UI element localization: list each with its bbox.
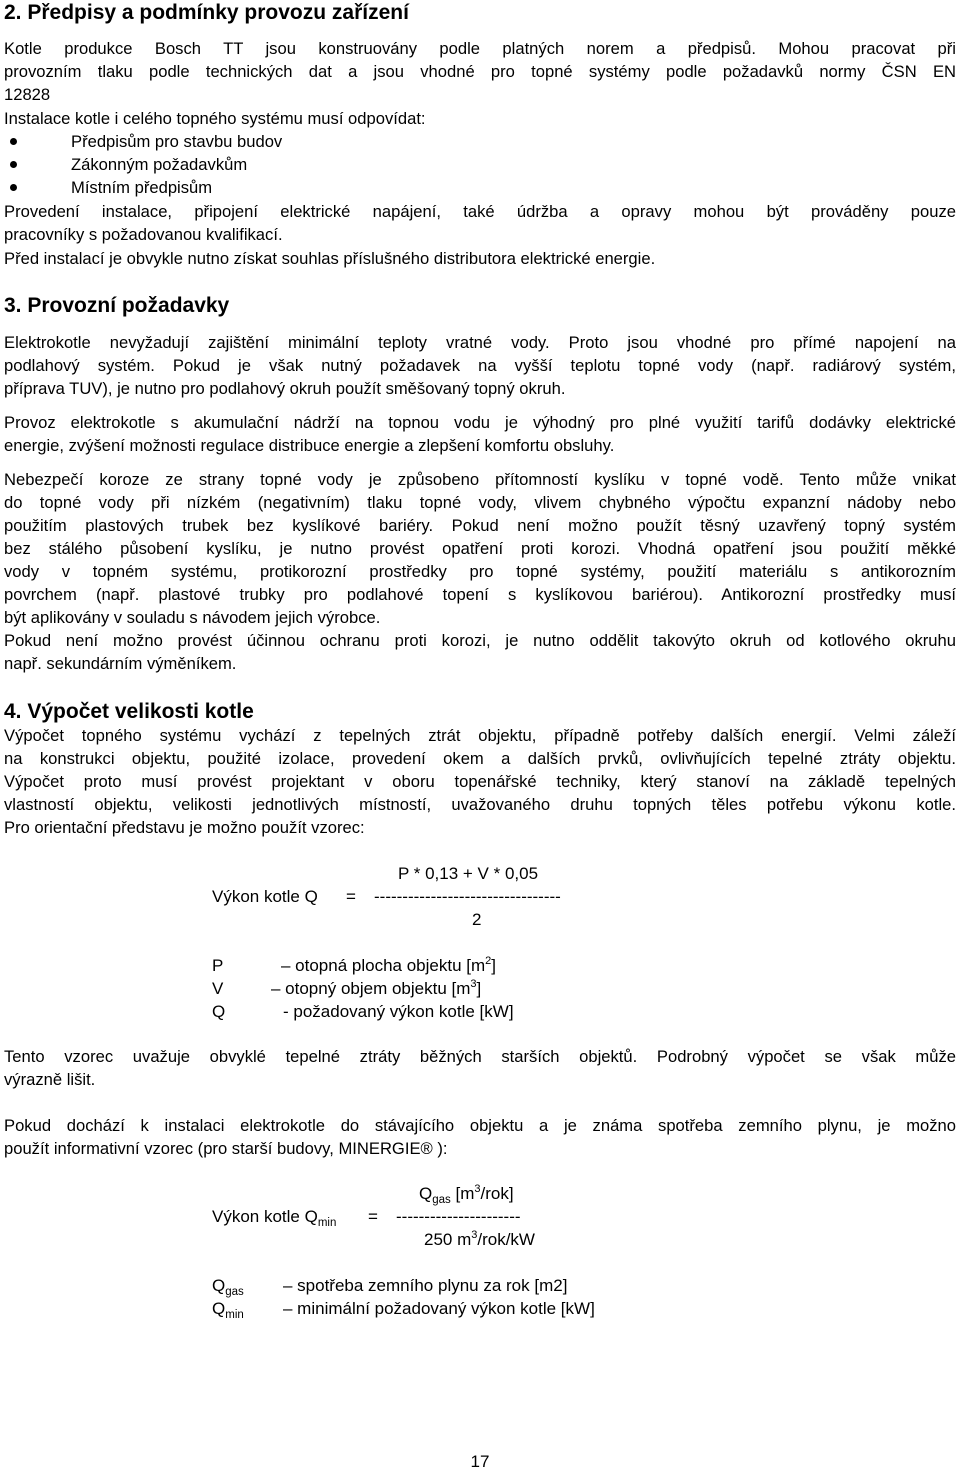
list-item: Předpisům pro stavbu budov (10, 130, 282, 153)
execution-paragraph (4, 200, 956, 246)
formula-equals: = (346, 887, 356, 906)
list-item: Místním předpisům (10, 176, 282, 199)
formula-label: Výkon kotle $Q_{min}$ (212, 1207, 337, 1229)
formula-fraction-line: ---------------------- (396, 1207, 521, 1226)
text-line: povrchem (např. plastové trubky pro podlahové topení s kyslíkovou bariérou). Antikorozní prostředky musí (4, 585, 956, 604)
text-line: Tento vzorec uvažuje obvyklé tepelné ztráty běžných starších objektů. Podrobný výpočet se však může (4, 1047, 956, 1066)
legend-symbol: $Q_{min}$ (212, 1299, 244, 1321)
section-3-heading: 3. Provozní požadavky (4, 294, 230, 317)
text-line: příprava TUV), je nutno pro podlahový okruh použít směšovaný topný okruh. (4, 379, 566, 398)
text-line: použitím plastových trubek bez kyslíkové bariéry. Pokud není možno použít těsný uzavřený topný systém (4, 516, 956, 535)
text-line: pracovníky s požadovanou kvalifikací. (4, 225, 283, 244)
text-line: podlahový systém. Pokud je však nutný požadavek na vyšší teplotu topné vody (např. radiárový systém, (4, 356, 956, 375)
text-line: Nebezpečí koroze ze strany topné vody je způsobeno přítomností kyslíku v topné vodě. Tento může vnikat (4, 470, 956, 489)
legend-description: – spotřeba zemního plynu za rok [m2] (283, 1276, 568, 1295)
text-line: Výpočet topného systému vychází z tepelných ztrát objektu, případně potřeby dalších energií. Velmi záleží (4, 726, 956, 745)
text-line: do topné vody při nízkém (negativním) tlaku topné vody, vlivem chybného výpočtu expanzní nádoby nebo (4, 493, 956, 512)
page-number: 17 (470, 1452, 490, 1471)
text-line: Kotle produkce Bosch TT jsou konstruovány podle platných norem a předpisů. Mohou pracovat při (4, 39, 956, 58)
text-line: Elektrokotle nevyžadují zajištění minimální teploty vratné vody. Proto jsou vhodné pro přímé napojení na (4, 333, 956, 352)
section-3-paragraph-4 (4, 629, 956, 675)
text-line: provozním tlaku podle technických dat a jsou vhodné pro topné systémy podle požadavků normy ČSN EN (4, 62, 956, 81)
formula-equals: = (368, 1207, 378, 1226)
section-3-paragraph-2 (4, 411, 956, 457)
section-2-intro (4, 37, 956, 106)
section-4-paragraph-1 (4, 724, 956, 816)
legend-symbol: P (212, 956, 224, 975)
text-line: být aplikovány v souladu s návodem jejich výrobce. (4, 608, 381, 627)
legend-symbol: $Q_{gas}$ (212, 1276, 244, 1298)
text-line: bez stálého působení kyslíku, je nutno provést opatření proti korozi. Vhodná opatření jsou použití měkké (4, 539, 956, 558)
text-line: Provoz elektrokotle s akumulační nádrží na topnou vodu je výhodný pro plné využití tarifů dodávky elektrické (4, 413, 956, 432)
formula-denominator: 250 $m^3/rok/kW$ (424, 1229, 535, 1249)
note-paragraph (4, 1045, 956, 1091)
legend-symbol: V (212, 979, 224, 998)
text-line: Pokud dochází k instalaci elektrokotle do stávajícího objektu a je známa spotřeba zemního plynu, je možno (4, 1116, 956, 1135)
text-line: výrazně lišit. (4, 1070, 96, 1089)
section-4-heading: 4. Výpočet velikosti kotle (4, 700, 254, 723)
formula-numerator: P * 0,13 + V * 0,05 (398, 864, 539, 883)
requirements-list (10, 130, 282, 199)
section-2-heading: 2. Předpisy a podmínky provozu zařízení (4, 1, 409, 24)
install-intro: Instalace kotle i celého topného systému musí odpovídat: (4, 109, 426, 128)
legend-symbol: Q (212, 1002, 226, 1021)
legend-description: – otopný objem objektu $[m^3]$ (271, 978, 482, 998)
text-line: 12828 (4, 85, 51, 104)
formula-label: Výkon kotle Q (212, 887, 318, 906)
text-line: např. sekundárním výměníkem. (4, 654, 237, 673)
text-line: vody v topném systému, protikorozní prostředky pro topné systémy, použití materiálu s antikorozním (4, 562, 956, 581)
section-3-paragraph-3 (4, 468, 956, 629)
gas-paragraph (4, 1114, 956, 1160)
legend-description: - požadovaný výkon kotle [kW] (283, 1002, 514, 1021)
bullet-icon (10, 184, 17, 191)
formula-denominator: 2 (472, 910, 482, 929)
text-line: na konstrukci objektu, použité izolace, provedení okem a dalších prvků, ovlivňujících tepelné ztráty objektu. (4, 749, 956, 768)
list-item: Zákonným požadavkům (10, 153, 282, 176)
formula-fraction-line: --------------------------------- (374, 887, 561, 906)
legend-description: – otopná plocha objektu $[m^2]$ (281, 955, 497, 975)
text-line: vlastností objektu, velikosti jednotlivých místností, uvažovaného druhu topných těles potřebu výkonu kotle. (4, 795, 956, 814)
section-3-paragraph-1 (4, 331, 956, 400)
text-line: energie, zvýšení možnosti regulace distribuce energie a zlepšení komfortu obsluhy. (4, 436, 615, 455)
text-line: Pokud není možno provést účinnou ochranu proti korozi, je nutno oddělit takovýto okruh od kotlového okruhu (4, 631, 956, 650)
consent-paragraph: Před instalací je obvykle nutno získat souhlas příslušného distributora elektrické energie. (4, 249, 656, 268)
legend-description: – minimální požadovaný výkon kotle [kW] (283, 1299, 595, 1318)
text-line: použít informativní vzorec (pro starší budovy, MINERGIE® ): (4, 1139, 448, 1158)
bullet-icon (10, 161, 17, 168)
text-line: Provedení instalace, připojení elektrické napájení, také údržba a opravy mohou být prováděny pouze (4, 202, 956, 221)
bullet-icon (10, 138, 17, 145)
orientation-text: Pro orientační představu je možno použít vzorec: (4, 818, 365, 837)
formula-numerator: $Q_{gas}$ $[m^3/rok]$ (419, 1183, 514, 1206)
text-line: Výpočet proto musí provést projektant v oboru topenářské techniky, který stanoví na základě tepelných (4, 772, 956, 791)
